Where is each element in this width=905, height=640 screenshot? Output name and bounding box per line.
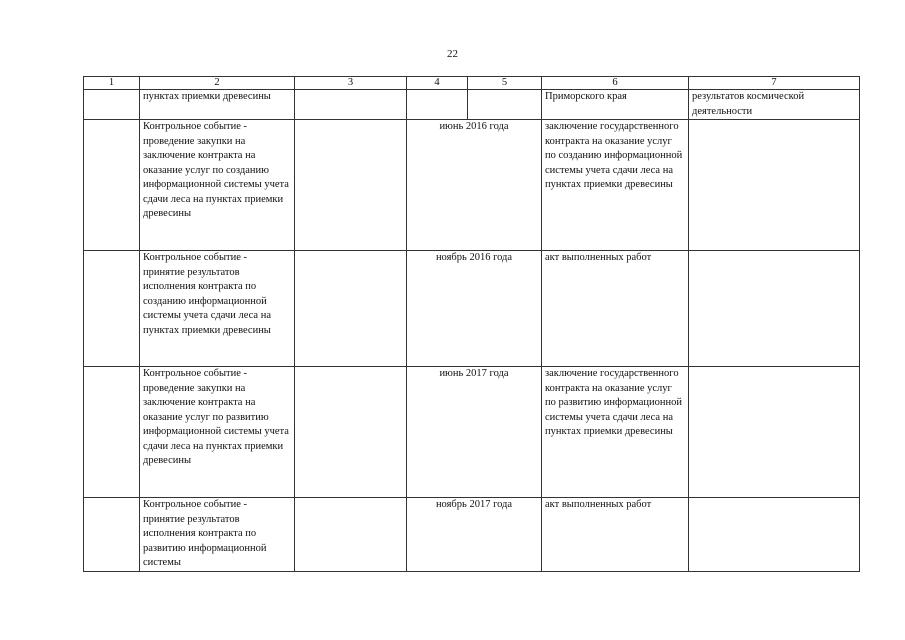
cell-col-1 (84, 120, 140, 251)
header-col-3: 3 (295, 77, 407, 90)
cell-event: Контрольное событие - принятие результатов исполнения контракта по развитию информационной системы (140, 498, 295, 572)
cell-col-4 (407, 90, 468, 120)
cell-event: пунктах приемки древесины (140, 90, 295, 120)
cell-event: Контрольное событие - проведение закупки на заключение контракта на оказание услуг по созданию информационной системы учета сдачи леса на пунктах приемки древесины (140, 120, 295, 251)
cell-date: ноябрь 2016 года (407, 251, 542, 367)
cell-result: акт выполненных работ (542, 498, 689, 572)
cell-col-7: результатов космической деятельности (689, 90, 860, 120)
cell-col-7 (689, 498, 860, 572)
cell-date: июнь 2016 года (407, 120, 542, 251)
table-row (84, 120, 860, 251)
header-col-6: 6 (542, 77, 689, 90)
header-col-7: 7 (689, 77, 860, 90)
cell-col-5 (468, 90, 542, 120)
plan-table (83, 76, 860, 572)
cell-col-1 (84, 251, 140, 367)
cell-col-1 (84, 367, 140, 498)
header-col-4: 4 (407, 77, 468, 90)
cell-result: Приморского края (542, 90, 689, 120)
page-number: 22 (447, 48, 458, 60)
table-row (84, 251, 860, 367)
cell-result: заключение государственного контракта на оказание услуг по созданию информационной системы учета сдачи леса на пунктах приемки древесины (542, 120, 689, 251)
cell-event: Контрольное событие - проведение закупки на заключение контракта на оказание услуг по развитию информационной системы учета сдачи леса на пунктах приемки древесины (140, 367, 295, 498)
cell-col-7 (689, 120, 860, 251)
cell-date: ноябрь 2017 года (407, 498, 542, 572)
cell-col-1 (84, 498, 140, 572)
table-row (84, 90, 860, 120)
cell-date: июнь 2017 года (407, 367, 542, 498)
cell-result: акт выполненных работ (542, 251, 689, 367)
cell-col-3 (295, 251, 407, 367)
header-col-2: 2 (140, 77, 295, 90)
cell-result: заключение государственного контракта на оказание услуг по развитию информационной системы учета сдачи леса на пунктах приемки древесины (542, 367, 689, 498)
cell-col-1 (84, 90, 140, 120)
table-row (84, 367, 860, 498)
cell-col-7 (689, 251, 860, 367)
cell-col-3 (295, 120, 407, 251)
cell-col-7 (689, 367, 860, 498)
header-col-5: 5 (468, 77, 542, 90)
cell-col-3 (295, 367, 407, 498)
header-col-1: 1 (84, 77, 140, 90)
cell-col-3 (295, 90, 407, 120)
cell-event: Контрольное событие - принятие результатов исполнения контракта по созданию информационной системы учета сдачи леса на пунктах приемки древесины (140, 251, 295, 367)
header-row (84, 77, 860, 90)
table-row (84, 498, 860, 572)
cell-col-3 (295, 498, 407, 572)
